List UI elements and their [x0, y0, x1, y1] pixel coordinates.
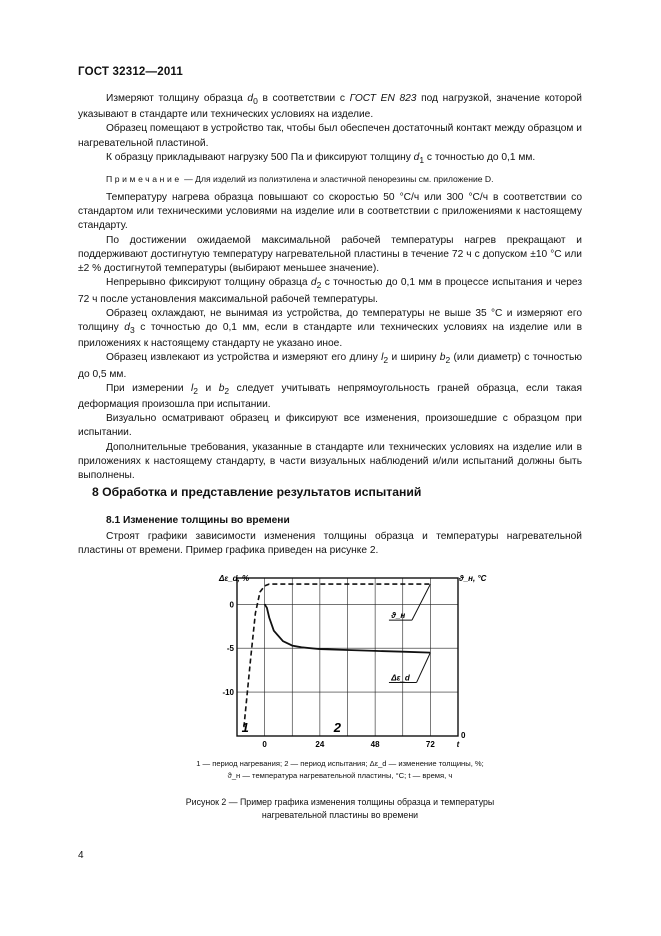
- main-text: [78, 92, 582, 483]
- section-title: 8 Обработка и представление результатов испытаний: [92, 485, 422, 499]
- figure-legend-line-2: ϑ_н — температура нагревательной пластины, °С; t — время, ч: [227, 771, 453, 780]
- series-label-temperature: ϑ_н: [391, 611, 406, 621]
- x-tick-label: t: [456, 740, 460, 749]
- figure-caption: [130, 796, 550, 821]
- right-axis-zero-label: 0: [461, 731, 466, 740]
- paragraph-measure-thickness: Измеряют толщину образца $d_0$ в соответствии с ГОСТ EN 823 под нагрузкой, значение которой указывают в стандарте или технических условиях на изделие.: [78, 93, 582, 121]
- leader-line-thickness: [417, 653, 431, 683]
- paragraph-heating-rate: Температуру нагрева образца повышают со скоростью 50 °С/ч или 300 °С/ч в соответствии со стандартом или техническими условиями на изделие или в соответствии с приложениями к настоящему стандарту.: [78, 192, 582, 232]
- paragraph-visual-inspection: Визуально осматривают образец и фиксируют все изменения, произошедшие с образцом при испытании.: [78, 413, 582, 439]
- y-tick-label: 0: [229, 600, 234, 610]
- page-number: 4: [78, 850, 84, 861]
- subsection-title: 8.1 Изменение толщины во времени: [106, 515, 290, 526]
- paragraph-place-sample: Образец помещают в устройство так, чтобы был обеспечен достаточный контакт между образцом и нагревательной пластиной.: [78, 123, 582, 149]
- paragraph-remove-sample: Образец извлекают из устройства и измеряют его длину $l_2$ и ширину $b_2$ (или диаметр) с точностью до 0,5 мм.: [78, 352, 582, 380]
- leader-line-temperature: [412, 584, 430, 620]
- paragraph-measure-faces: При измерении $l_2$ и $b_2$ следует учитывать непрямоугольность граней образца, если такая деформация произошла при испытании.: [78, 382, 582, 411]
- x-tick-label: 0: [262, 740, 267, 749]
- x-tick-label: 24: [315, 740, 325, 749]
- chart-series: [244, 584, 431, 727]
- document-header: ГОСТ 32312—2011: [78, 66, 183, 78]
- x-tick-label: 48: [370, 740, 380, 749]
- y-tick-label: -5: [226, 644, 234, 654]
- thickness-temperature-chart: [215, 566, 487, 752]
- x-tick-label: 72: [425, 740, 435, 749]
- figure-legend: [140, 758, 540, 782]
- period-label-heating: 1: [241, 720, 249, 735]
- section-text: [78, 530, 582, 558]
- figure-legend-line-1: 1 — период нагревания; 2 — период испытания; Δε_d — изменение толщины, %;: [196, 759, 484, 768]
- series-line-temperature: [244, 584, 431, 727]
- chart-grid: [237, 578, 458, 736]
- figure-caption-line-2: нагревательной пластины во времени: [261, 809, 419, 820]
- paragraph-max-temperature: По достижении ожидаемой максимальной рабочей температуры нагрев прекращают и поддерживают достигнутую температуру нагревательной пластины в течение 72 ч с допуском ±10 °С или ±2 % достигнутой температуры (выбирают меньшее значение).: [78, 234, 582, 275]
- chart-tick-labels: [218, 574, 487, 749]
- period-label-test: 2: [333, 720, 341, 735]
- y-tick-label: -10: [222, 688, 234, 698]
- figure-caption-line-1: Рисунок 2 — Пример графика изменения толщины образца и температуры: [185, 797, 495, 807]
- chart-annotations: [242, 584, 431, 735]
- series-label-thickness: Δε_d: [391, 673, 410, 683]
- paragraph-cooling: Образец охлаждают, не вынимая из устройства, до температуры не выше 35 °С и измеряют его толщину $d_3$ с точностью до 0,1 мм, если в стандарте или технических условиях на изделие или в приложениях к настоящему стандарту не указано иное.: [78, 307, 582, 350]
- paragraph-continuous-record: Непрерывно фиксируют толщину образца $d_2$ с точностью до 0,1 мм в процессе испытания и через 72 ч после установления максимальной рабочей температуры.: [78, 277, 582, 305]
- y-axis-label-left: Δε_d, %: [219, 574, 250, 583]
- y-axis-label-right: ϑ_н, °C: [459, 574, 487, 583]
- paragraph-build-graphs: Строят графики зависимости изменения толщины образца и температуры нагревательной пластины от времени. Пример графика приведен на рисунке 2.: [78, 531, 582, 557]
- note: Примечание — Для изделий из полиэтилена и эластичной пенорезины см. приложение D.: [106, 174, 494, 185]
- paragraph-additional-requirements: Дополнительные требования, указанные в стандарте или технических условиях на изделие или в приложениях к настоящему стандарту, в части визуальных наблюдений и/или испытаний должны быть выполнены.: [78, 441, 582, 482]
- paragraph-apply-load: К образцу прикладывают нагрузку 500 Па и фиксируют толщину $d_1$ с точностью до 0,1 мм.: [106, 151, 536, 165]
